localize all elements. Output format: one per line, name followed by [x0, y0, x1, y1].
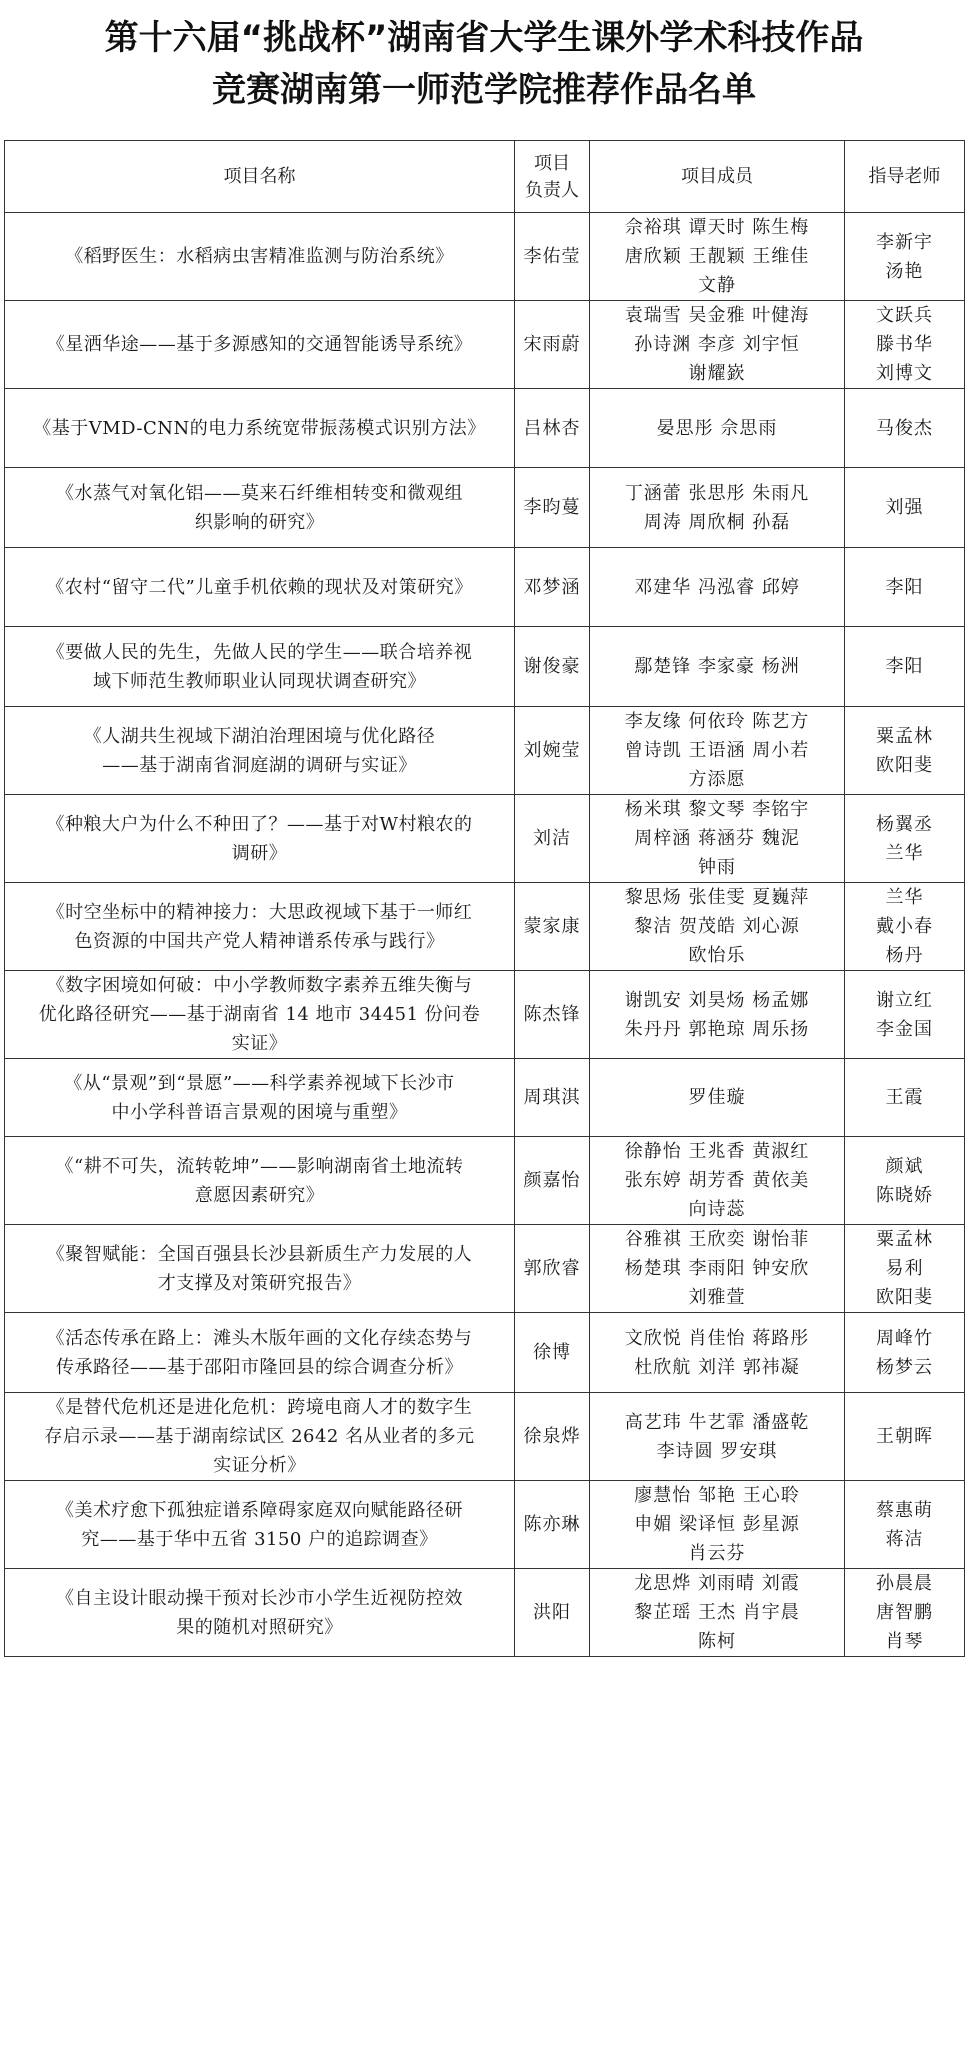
table-row — [5, 1313, 965, 1393]
table-row — [5, 1137, 965, 1225]
project-name-cell: 《水蒸气对氧化铝——莫来石纤维相转变和微观组 织影响的研究》 — [5, 468, 515, 548]
advisor-cell: 李阳 — [845, 548, 965, 627]
project-leader-cell: 刘洁 — [515, 795, 590, 883]
advisor-cell: 杨翼丞 兰华 — [845, 795, 965, 883]
project-leader-cell: 李佑莹 — [515, 213, 590, 301]
project-members-cell: 邓建华 冯泓睿 邱婷 — [590, 548, 845, 627]
project-name-cell: 《“耕不可失，流转乾坤”——影响湖南省土地流转 意愿因素研究》 — [5, 1137, 515, 1225]
project-members-cell: 谷雅祺 王欣奕 谢怡菲 杨楚琪 李雨阳 钟安欣 刘雅萱 — [590, 1225, 845, 1313]
project-name-cell: 《从“景观”到“景愿”——科学素养视域下长沙市 中小学科普语言景观的困境与重塑》 — [5, 1059, 515, 1137]
table-row — [5, 1393, 965, 1481]
project-leader-cell: 颜嘉怡 — [515, 1137, 590, 1225]
advisor-cell: 颜斌 陈晓娇 — [845, 1137, 965, 1225]
advisor-cell: 孙晨晨 唐智鹏 肖琴 — [845, 1569, 965, 1657]
project-leader-cell: 周琪淇 — [515, 1059, 590, 1137]
table-row — [5, 795, 965, 883]
project-name-cell: 《稻野医生：水稻病虫害精准监测与防治系统》 — [5, 213, 515, 301]
table-header-row — [5, 141, 965, 213]
advisor-cell: 兰华 戴小春 杨丹 — [845, 883, 965, 971]
advisor-cell: 粟孟林 易利 欧阳斐 — [845, 1225, 965, 1313]
project-members-cell: 鄢楚锋 李家豪 杨洲 — [590, 627, 845, 707]
project-leader-cell: 洪阳 — [515, 1569, 590, 1657]
project-leader-cell: 李昀蔓 — [515, 468, 590, 548]
advisor-cell: 王朝晖 — [845, 1393, 965, 1481]
table-row — [5, 468, 965, 548]
project-leader-cell: 郭欣睿 — [515, 1225, 590, 1313]
header-project-name: 项目名称 — [5, 141, 515, 213]
project-name-cell: 《数字困境如何破：中小学教师数字素养五维失衡与 优化路径研究——基于湖南省 14 地市 34451 份问卷 实证》 — [5, 971, 515, 1059]
table-row — [5, 548, 965, 627]
project-leader-cell: 谢俊豪 — [515, 627, 590, 707]
project-name-cell: 《时空坐标中的精神接力：大思政视域下基于一师红 色资源的中国共产党人精神谱系传承与践行》 — [5, 883, 515, 971]
project-members-cell: 龙思烨 刘雨晴 刘霞 黎芷瑶 王杰 肖宇晨 陈柯 — [590, 1569, 845, 1657]
project-name-cell: 《种粮大户为什么不种田了？——基于对W村粮农的 调研》 — [5, 795, 515, 883]
project-leader-cell: 陈亦琳 — [515, 1481, 590, 1569]
project-members-cell: 晏思彤 佘思雨 — [590, 389, 845, 468]
document-title-line2: 竞赛湖南第一师范学院推荐作品名单 — [212, 70, 756, 110]
project-leader-cell: 蒙家康 — [515, 883, 590, 971]
table-row — [5, 1481, 965, 1569]
project-name-cell: 《活态传承在路上：滩头木版年画的文化存续态势与 传承路径——基于邵阳市隆回县的综合调查分析》 — [5, 1313, 515, 1393]
advisor-cell: 李阳 — [845, 627, 965, 707]
project-members-cell: 罗佳璇 — [590, 1059, 845, 1137]
advisor-cell: 马俊杰 — [845, 389, 965, 468]
project-leader-cell: 徐泉烨 — [515, 1393, 590, 1481]
project-members-cell: 廖慧怡 邹艳 王心聆 申媚 梁译恒 彭星源 肖云芬 — [590, 1481, 845, 1569]
project-name-cell: 《是替代危机还是进化危机：跨境电商人才的数字生 存启示录——基于湖南综试区 2642 名从业者的多元 实证分析》 — [5, 1393, 515, 1481]
project-name-cell: 《星洒华途——基于多源感知的交通智能诱导系统》 — [5, 301, 515, 389]
project-leader-cell: 吕林杏 — [515, 389, 590, 468]
table-row — [5, 707, 965, 795]
advisor-cell: 王霞 — [845, 1059, 965, 1137]
header-advisor: 指导老师 — [845, 141, 965, 213]
project-name-cell: 《基于VMD-CNN的电力系统宽带振荡模式识别方法》 — [5, 389, 515, 468]
table-row — [5, 1225, 965, 1313]
project-leader-cell: 宋雨蔚 — [515, 301, 590, 389]
project-members-cell: 杨米琪 黎文琴 李铭宇 周梓涵 蒋涵芬 魏泥 钟雨 — [590, 795, 845, 883]
project-members-cell: 高艺玮 牛艺霏 潘盛乾 李诗圆 罗安琪 — [590, 1393, 845, 1481]
project-name-cell: 《聚智赋能：全国百强县长沙县新质生产力发展的人 才支撑及对策研究报告》 — [5, 1225, 515, 1313]
header-project-members: 项目成员 — [590, 141, 845, 213]
table-body — [5, 213, 965, 1657]
table-row — [5, 389, 965, 468]
advisor-cell: 文跃兵 滕书华 刘博文 — [845, 301, 965, 389]
project-leader-cell: 邓梦涵 — [515, 548, 590, 627]
advisor-cell: 谢立红 李金国 — [845, 971, 965, 1059]
advisor-cell: 周峰竹 杨梦云 — [845, 1313, 965, 1393]
table-row — [5, 301, 965, 389]
table-row — [5, 883, 965, 971]
header-project-leader: 项目 负责人 — [515, 141, 590, 213]
project-members-cell: 袁瑞雪 吴金雅 叶健海 孙诗渊 李彦 刘宇恒 谢耀嶔 — [590, 301, 845, 389]
document-title-line1: 第十六届“挑战杯”湖南省大学生课外学术科技作品 — [104, 18, 864, 58]
project-members-cell: 丁涵蕾 张思彤 朱雨凡 周涛 周欣桐 孙磊 — [590, 468, 845, 548]
project-members-cell: 徐静怡 王兆香 黄淑红 张东婷 胡芳香 黄依美 向诗蕊 — [590, 1137, 845, 1225]
table-row — [5, 213, 965, 301]
project-name-cell: 《农村“留守二代”儿童手机依赖的现状及对策研究》 — [5, 548, 515, 627]
table-row — [5, 627, 965, 707]
project-members-cell: 文欣悦 肖佳怡 蒋路彤 杜欣航 刘洋 郭祎凝 — [590, 1313, 845, 1393]
advisor-cell: 蔡惠萌 蒋洁 — [845, 1481, 965, 1569]
project-name-cell: 《美术疗愈下孤独症谱系障碍家庭双向赋能路径研 究——基于华中五省 3150 户的追踪调查》 — [5, 1481, 515, 1569]
project-members-cell: 李友缘 何依玲 陈艺方 曾诗凯 王语涵 周小若 方添愿 — [590, 707, 845, 795]
table-row — [5, 971, 965, 1059]
advisor-cell: 刘强 — [845, 468, 965, 548]
advisor-cell: 李新宇 汤艳 — [845, 213, 965, 301]
table-row — [5, 1569, 965, 1657]
project-leader-cell: 陈杰锋 — [515, 971, 590, 1059]
project-name-cell: 《要做人民的先生，先做人民的学生——联合培养视 域下师范生教师职业认同现状调查研究》 — [5, 627, 515, 707]
project-leader-cell: 刘婉莹 — [515, 707, 590, 795]
project-name-cell: 《人湖共生视域下湖泊治理困境与优化路径 ——基于湖南省洞庭湖的调研与实证》 — [5, 707, 515, 795]
project-leader-cell: 徐博 — [515, 1313, 590, 1393]
recommended-works-table — [4, 140, 965, 1657]
advisor-cell: 粟孟林 欧阳斐 — [845, 707, 965, 795]
project-members-cell: 黎思炀 张佳雯 夏巍萍 黎洁 贺茂皓 刘心源 欧怡乐 — [590, 883, 845, 971]
project-members-cell: 佘裕琪 谭天时 陈生梅 唐欣颖 王靓颖 王维佳 文静 — [590, 213, 845, 301]
table-row — [5, 1059, 965, 1137]
project-name-cell: 《自主设计眼动操干预对长沙市小学生近视防控效 果的随机对照研究》 — [5, 1569, 515, 1657]
project-members-cell: 谢凯安 刘昊炀 杨孟娜 朱丹丹 郭艳琼 周乐扬 — [590, 971, 845, 1059]
